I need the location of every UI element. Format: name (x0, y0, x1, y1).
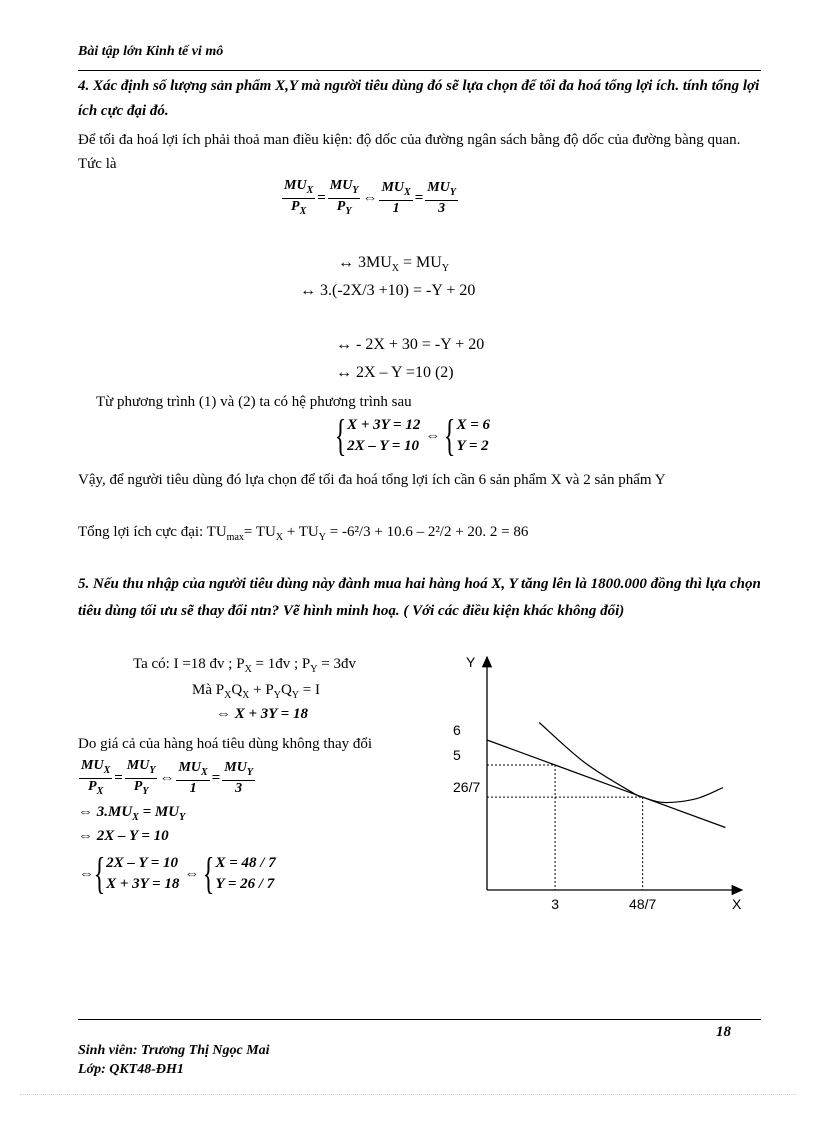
step-1: ⇔ $3.MU_X = MU_Y$ (78, 804, 186, 823)
student-name: Sinh viên: Trương Thị Ngọc Mai (78, 1043, 270, 1058)
class-name: Lớp: QKT48-ĐH1 (78, 1062, 184, 1077)
equation-4: ↔ 2X – Y =10 (2) (336, 364, 454, 381)
section-5-heading: 5. Nếu thu nhập của người tiêu dùng này đành mua hai hàng hoá X, Y tăng lên là 1800.000 đồng thì lựa chọn tiêu dùng tối ưu sẽ thay đổi ntn? Vẽ hình minh hoạ. ( Với các điều kiện khác không đổi) (78, 576, 761, 619)
x-tick-label-1: 3 (551, 896, 559, 912)
consumer-choice-chart (430, 645, 810, 920)
footer-rule (78, 1019, 761, 1020)
budget-line (487, 740, 725, 828)
x-tick-label-2: 48/7 (629, 896, 657, 912)
price-note: Do giá cả của hàng hoá tiêu dùng không thay đổi (78, 736, 373, 752)
budget-equation: ⇔ X + 3Y = 18 (216, 706, 308, 722)
conclusion-text: Vậy, để người tiêu dùng đó lựa chọn để tối đa hoá tổng lợi ích cần 6 sản phẩm X và 2 sản phẩm Y (78, 472, 666, 488)
y-axis-label: Y (466, 654, 476, 670)
y-tick-label-1: 6 (453, 722, 461, 738)
optimality-condition-equation-2: $\frac{MU_X}{P_X}$ = $\frac{MU_Y}{P_Y}$ ⇔ $\frac{MU_X}{1}$ = $\frac{MU_Y}{3}$ (81, 758, 253, 797)
equation-2: ↔ 3.(-2X/3 +10) = -Y + 20 (300, 282, 476, 299)
x-axis-label: X (732, 896, 742, 912)
section-4-para: Để tối đa hoá lợi ích phải thoả man điều kiện: độ dốc của đường ngân sách bằng độ dốc của đường bàng quan. Tức là (78, 132, 741, 172)
optimality-condition-equation: $\frac{MU_X}{P_X}$ = $\frac{MU_Y}{P_Y}$ ⇔ $\frac{MU_X}{1}$ = $\frac{MU_Y}{3}$ (284, 178, 456, 217)
page-number: 18 (716, 1024, 731, 1040)
equation-3: ↔ - 2X + 30 = -Y + 20 (336, 336, 485, 353)
indifference-curve (539, 723, 723, 803)
system-intro: Từ phương trình (1) và (2) ta có hệ phương trình sau (96, 394, 412, 410)
y-tick-label-3: 26/7 (453, 779, 481, 796)
document-header-title: Bài tập lớn Kinh tế vi mô (78, 44, 224, 59)
section-4-heading: 4. Xác định số lượng sản phẩm X,Y mà người tiêu dùng đó sẽ lựa chọn để tối đa hoá tổng lợi ích. tính tổng lợi ích cực đại đó. (78, 78, 760, 119)
y-tick-label-2: 5 (453, 747, 461, 763)
page-bottom-edge (20, 1094, 796, 1095)
step-2: ⇔ 2X – Y = 10 (78, 828, 169, 844)
total-utility-text: Tổng lợi ích cực đại: $TU_{max}= TU_X + TU_Y = -6^2/3 + 10.6 - 2^2/2 + 20$. 2 = 86 (78, 524, 529, 543)
header-rule (78, 70, 761, 71)
equation-system-2: ⇔{ 2X – Y = 10 X + 3Y = 18 ⇔{ X = 48 / 7 Y = 26 / 7 (79, 849, 276, 898)
given-values: Ta có: I =18 đv ; $P_X$ = 1đv ; $P_Y$ = 3đv (133, 656, 356, 675)
equation-system-1: { X + 3Y = 12 2X – Y = 10 ⇔{ X = 6 Y = 2 (334, 411, 491, 460)
budget-constraint: Mà $P_XQ_X + P_YQ_Y = I$ (192, 682, 320, 701)
equation-1: ↔ $3MU_X = MU_Y$ (338, 254, 450, 275)
